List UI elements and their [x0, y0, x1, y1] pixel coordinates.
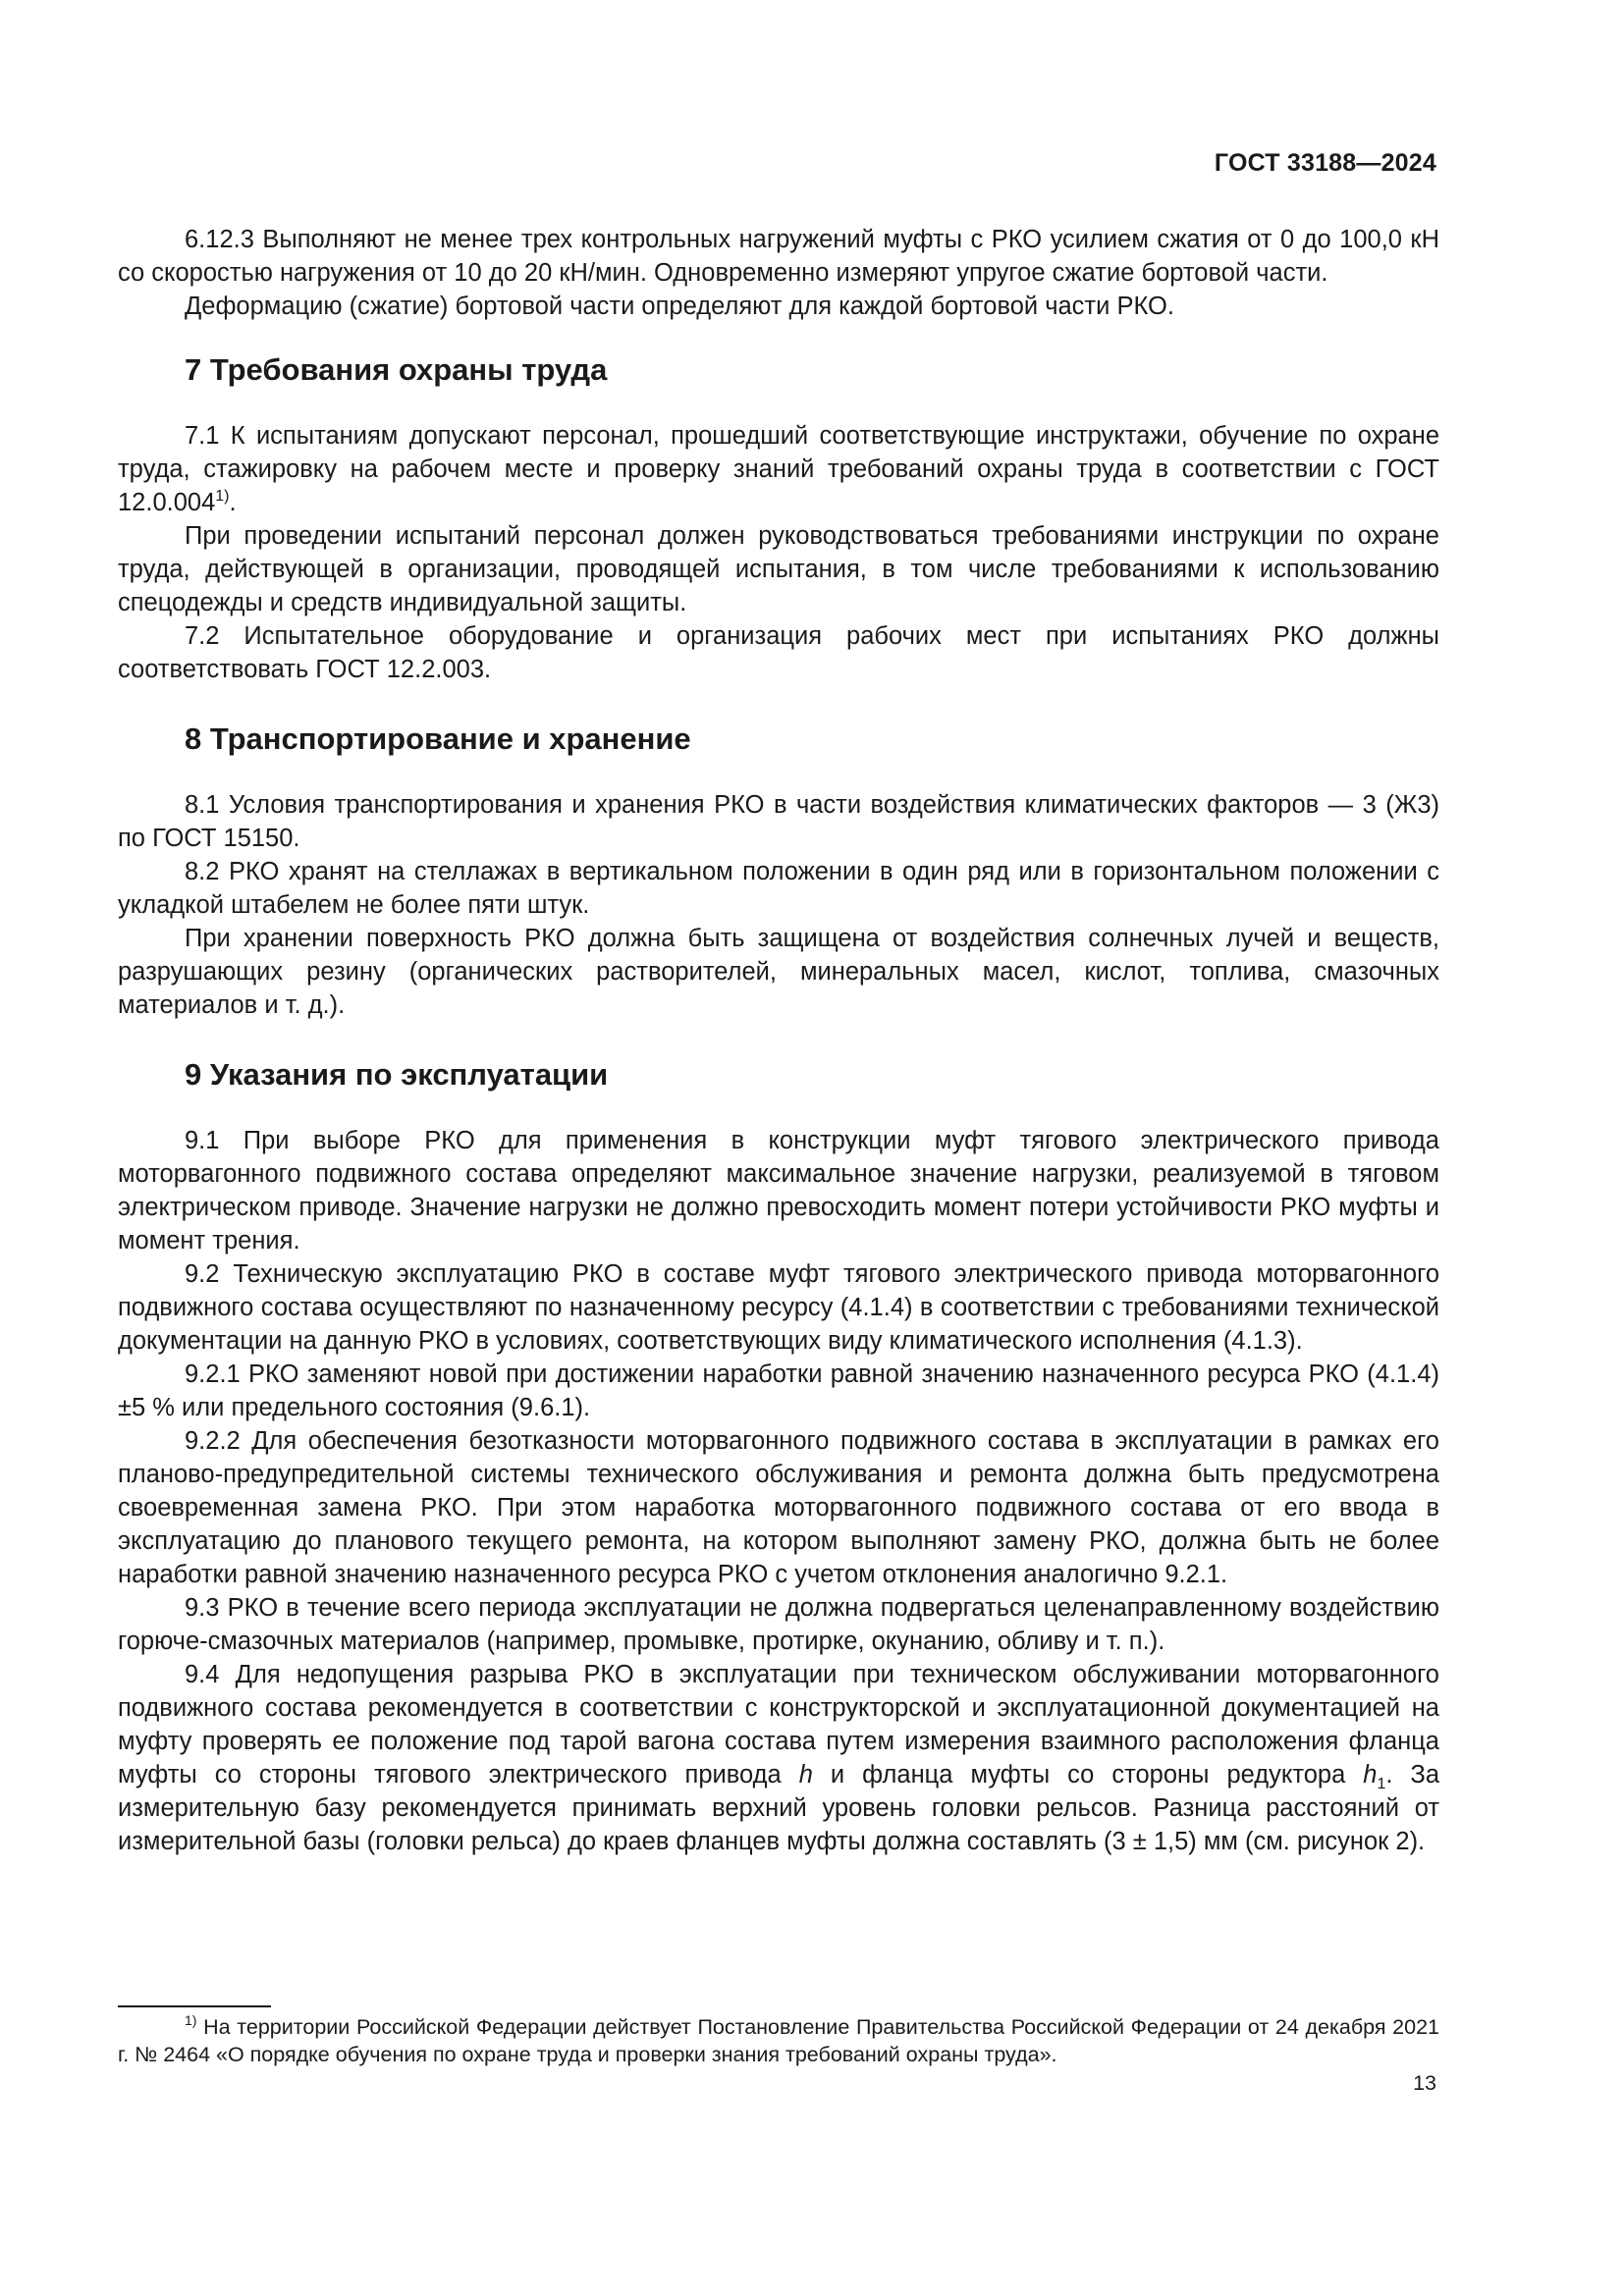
- paragraph-8-2-b: При хранении поверхность РКО должна быть защищена от воздействия солнечных лучей и веществ, разрушающих резину (органических растворителей, минеральных масел, кислот, топлива, смазочных материалов и т. д.).: [118, 925, 1439, 1019]
- paragraph-9-4-text-a: 9.4 Для недопущения разрыва РКО в эксплуатации при техническом обслуживании моторвагонного подвижного состава рекомендуется в соответствии с конструкторской и эксплуатационной документацией на муфту проверять ее положение под тарой вагона состава путем измерения взаимного расположения фланца муфты со стороны тягового электрического привода: [118, 1661, 1439, 1789]
- paragraph-9-4-text-c: . За измерительную базу рекомендуется принимать верхний уровень головки рельсов. Разница расстояний от измерительной базы (головки рельса) до краев фланцев муфты должна составлять (3 ± 1,5) мм (см. рисунок 2).: [118, 1761, 1439, 1855]
- symbol-h1: h: [1363, 1761, 1378, 1789]
- footnote-ref: 1): [215, 488, 230, 505]
- paragraph-7-1-text: 7.1 К испытаниям допускают персонал, прошедший соответствующие инструктажи, обучение по охране труда, стажировку на рабочем месте и проверку знаний требований охраны труда в соответствии с ГОСТ 12.0.004: [118, 422, 1439, 516]
- paragraph-8-2: 8.2 РКО хранят на стеллажах в вертикальном положении в один ряд или в горизонтальном положении с укладкой штабелем не более пяти штук.: [118, 858, 1439, 919]
- footnote-marker: 1): [185, 2012, 197, 2028]
- footnote: [118, 2013, 1439, 2068]
- paragraph-9-2-1: 9.2.1 РКО заменяют новой при достижении наработки равной значению назначенного ресурса РКО (4.1.4) ±5 % или предельного состояния (9.6.1).: [118, 1361, 1439, 1421]
- paragraph-7-1-end: .: [229, 489, 237, 516]
- paragraph-7-1: [118, 419, 1439, 519]
- paragraph-9-1: 9.1 При выборе РКО для применения в конструкции муфт тягового электрического привода моторвагонного подвижного состава определяют максимальное значение нагрузки, реализуемой в тяговом электрическом приводе. Значение нагрузки не должно превосходить момент потери устойчивости РКО муфты и момент трения.: [118, 1127, 1439, 1255]
- paragraph-9-4-text-b: и фланца муфты со стороны редуктора: [812, 1761, 1364, 1789]
- section-8-heading: 8 Транспортирование и хранение: [185, 721, 691, 756]
- section-9-heading: 9 Указания по эксплуатации: [185, 1057, 609, 1092]
- standard-code: ГОСТ 33188—2024: [1214, 149, 1436, 177]
- section-7-heading: 7 Требования охраны труда: [185, 352, 608, 387]
- footnote-1: [118, 2013, 1439, 2068]
- paragraph-9-4: [118, 1658, 1439, 1858]
- page-number: 13: [1413, 2071, 1436, 2095]
- paragraph-6-12-3: 6.12.3 Выполняют не менее трех контрольных нагружений муфты с РКО усилием сжатия от 0 до 100,0 кН со скоростью нагружения от 10 до 20 кН/мин. Одновременно измеряют упругое сжатие бортовой части.: [118, 226, 1439, 287]
- paragraph-8-1: 8.1 Условия транспортирования и хранения РКО в части воздействия климатических факторов — 3 (Ж3) по ГОСТ 15150.: [118, 791, 1439, 852]
- paragraph-9-2: 9.2 Техническую эксплуатацию РКО в составе муфт тягового электрического привода моторвагонного подвижного состава осуществляют по назначенному ресурсу (4.1.4) в соответствии с требованиями технической документации на данную РКО в условиях, соответствующих виду климатического исполнения (4.1.3).: [118, 1260, 1439, 1355]
- paragraph-9-3: 9.3 РКО в течение всего периода эксплуатации не должна подвергаться целенаправленному воздействию горюче-смазочных материалов (например, промывке, протирке, окунанию, обливу и т. п.).: [118, 1594, 1439, 1655]
- paragraph-7-2: 7.2 Испытательное оборудование и организация рабочих мест при испытаниях РКО должны соответствовать ГОСТ 12.2.003.: [118, 622, 1439, 683]
- paragraph-9-2-2: 9.2.2 Для обеспечения безотказности моторвагонного подвижного состава в эксплуатации в рамках его планово-предупредительной системы технического обслуживания и ремонта должна быть предусмотрена своевременная замена РКО. При этом наработка моторвагонного подвижного состава от его ввода в эксплуатацию до планового текущего ремонта, на котором выполняют замену РКО, должна быть не более наработки равной значению назначенного ресурса РКО с учетом отклонения аналогично 9.2.1.: [118, 1427, 1439, 1588]
- symbol-h: h: [798, 1761, 813, 1789]
- footnote-divider: [118, 2005, 271, 2007]
- symbol-h1-subscript: 1: [1377, 1776, 1386, 1792]
- paragraph-6-12-3-note: Деформацию (сжатие) бортовой части определяют для каждой бортовой части РКО.: [185, 293, 1174, 320]
- paragraph-7-1-b: При проведении испытаний персонал должен руководствоваться требованиями инструкции по охране труда, действующей в организации, проводящей испытания, в том числе требованиями к использованию спецодежды и средств индивидуальной защиты.: [118, 522, 1439, 616]
- page-content: [118, 223, 1439, 1858]
- footnote-text: На территории Российской Федерации действует Постановление Правительства Российской Федерации от 24 декабря 2021 г. № 2464 «О порядке обучения по охране труда и проверки знания требований охраны труда».: [118, 2015, 1439, 2066]
